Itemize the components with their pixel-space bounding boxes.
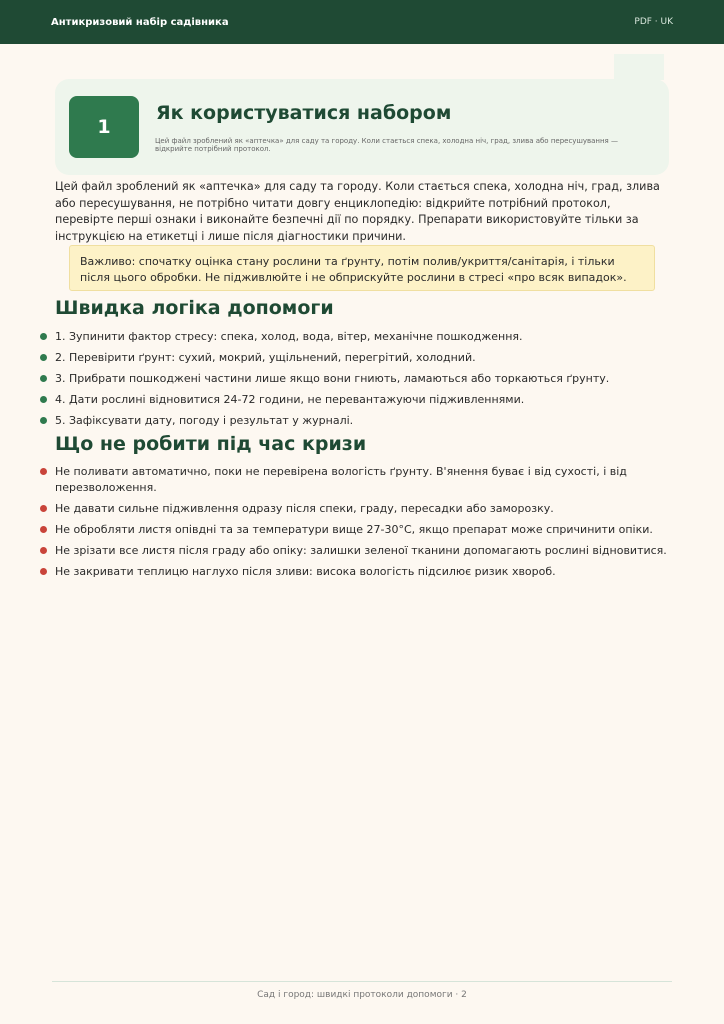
document-meta: PDF · UK (634, 17, 673, 27)
bullet-icon (40, 568, 47, 575)
bullet-icon (40, 417, 47, 424)
list-item: 2. Перевірити ґрунт: сухий, мокрий, ущільнений, перегрітий, холодний. (55, 350, 675, 366)
list-item: 4. Дати рослині відновитися 24-72 години, не перевантажуючи підживленнями. (55, 392, 675, 408)
list-item: Не давати сильне підживлення одразу після спеки, граду, пересадки або заморозку. (55, 501, 675, 517)
bullet-icon (40, 396, 47, 403)
important-note: Важливо: спочатку оцінка стану рослини та ґрунту, потім полив/укриття/санітарія, і тільки після цього обробки. Не підживлюйте і не обприскуйте рослини в стресі «про всяк випадок». (69, 245, 655, 291)
list-item: Не закривати теплицю наглухо після зливи: висока вологість підсилює ризик хвороб. (55, 564, 675, 580)
bullet-icon (40, 505, 47, 512)
section-title: Як користуватися набором (156, 102, 452, 124)
bullet-icon (40, 468, 47, 475)
list-item: Не обробляти листя опівдні та за температури вище 27-30°C, якщо препарат може спричинити опіки. (55, 522, 675, 538)
page-footer: Сад і город: швидкі протоколи допомоги · 2 (257, 990, 467, 1000)
section-number-badge: 1 (69, 96, 139, 158)
hero-decor-strip (614, 54, 664, 80)
list-item: 5. Зафіксувати дату, погоду і результат у журналі. (55, 413, 675, 429)
footer-divider (52, 981, 672, 982)
bullet-icon (40, 333, 47, 340)
bullet-icon (40, 526, 47, 533)
top-bar (0, 0, 724, 44)
dont-do-list (55, 464, 675, 585)
list-item: Не зрізати все листя після граду або опіку: залишки зеленої тканини допомагають рослині відновитися. (55, 543, 675, 559)
heading-dont-do: Що не робити під час кризи (55, 433, 367, 455)
list-item: 1. Зупинити фактор стресу: спека, холод, вода, вітер, механічне пошкодження. (55, 329, 675, 345)
section-subtitle: Цей файл зроблений як «аптечка» для саду та городу. Коли стається спека, холодна ніч, град, злива або пересушування — відкрийте потрібний протокол. (155, 137, 618, 153)
section-hero-card (55, 79, 669, 175)
heading-help-logic: Швидка логіка допомоги (55, 297, 334, 319)
help-logic-list (55, 329, 675, 434)
list-item: Не поливати автоматично, поки не перевірена вологість ґрунту. В'янення буває і від сухості, і від перезволоження. (55, 464, 675, 496)
bullet-icon (40, 375, 47, 382)
bullet-icon (40, 354, 47, 361)
document-title: Антикризовий набір садівника (51, 16, 229, 28)
intro-paragraph: Цей файл зроблений як «аптечка» для саду та городу. Коли стається спека, холодна ніч, град, злива або пересушування, не потрібно читати довгу енциклопедію: відкрийте потрібний протокол, перевірте перші ознаки і виконайте безпечні дії по порядку. Препарати використовуйте тільки за інструкцією на етикетці і лише після діагностики причини. (55, 180, 660, 243)
list-item: 3. Прибрати пошкоджені частини лише якщо вони гниють, ламаються або торкаються ґрунту. (55, 371, 675, 387)
bullet-icon (40, 547, 47, 554)
